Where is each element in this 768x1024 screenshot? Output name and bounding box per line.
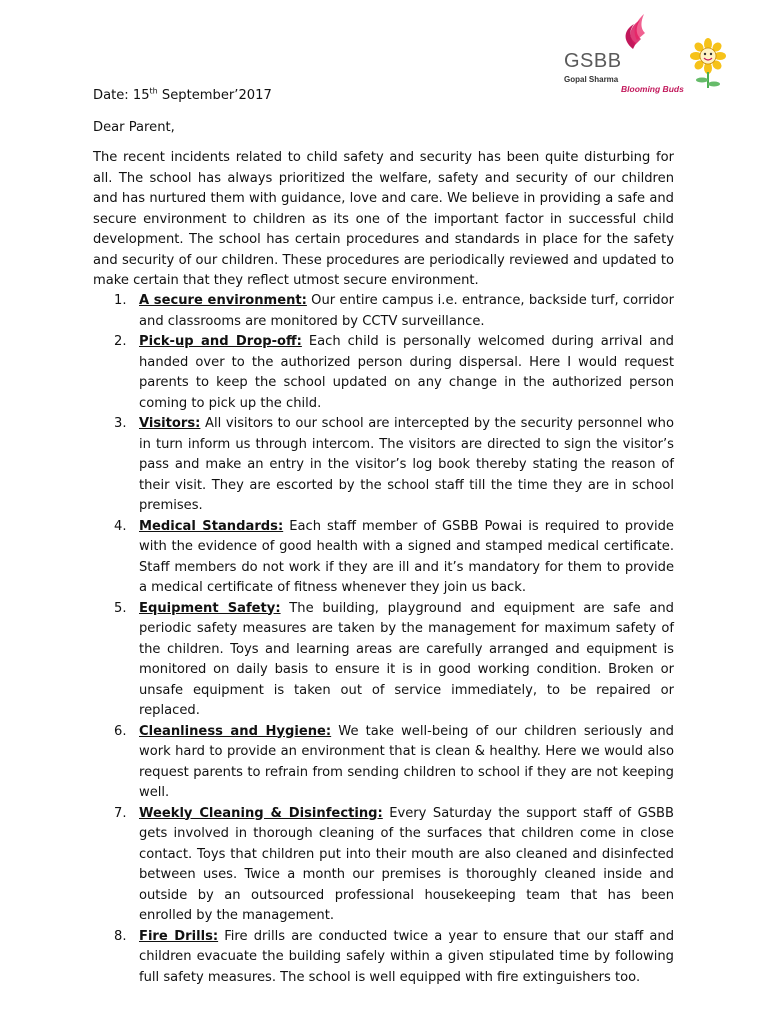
list-item [93,927,674,989]
item-number: 8. [114,928,127,944]
item-number: 6. [114,723,127,739]
item-text: Fire drills are conducted twice a year to ensure that our staff and children evacuate the building safely within a given stipulated time by following full safety measures. The school is well equipped with fire extinguishers too. [139,928,675,985]
item-number: 3. [114,416,127,431]
school-logo [560,12,740,94]
item-heading: A secure environment: [139,293,307,308]
item-number: 5. [114,600,127,616]
item-heading: Weekly Cleaning & Disinfecting: [139,805,383,821]
list-item [93,722,674,804]
flame-swirl-icon [618,12,648,50]
list-item [93,414,674,517]
item-number: 7. [114,805,127,821]
item-heading: Medical Standards: [139,518,284,534]
item-text: Every Saturday the support staff of GSBB gets involved in thorough cleaning of the surfaces that children come in close contact. Toys that children put into their mouth are also cleaned and disinfected between uses. Twice a month our premises is thoroughly cleaned inside and outside by an outsourced professional housekeeping team that has been enrolled by the management. [139,805,675,923]
item-text: The building, playground and equipment are safe and periodic safety measures are taken by the management for maximum safety of the children. Toys and learning areas are carefully arranged and equipment is monitored on daily basis to ensure it is in good working condition. Broken or unsafe equipment is taken out of service immediately, to be repaired or replaced. [139,600,674,718]
intro-paragraph: The recent incidents related to child safety and security has been quite disturbing for all. The school has always prioritized the welfare, safety and security of our children and has nurtured them with guidance, love and care. We believe in providing a safe and secure environment to children as its one of the important factor in successful child development. The school has certain procedures and standards in place for the safety and security of our children. These procedures are periodically reviewed and updated to make certain that they reflect utmost secure environment. [93,150,674,288]
logo-name: GSBB [564,50,622,72]
safety-measures-list [93,291,674,988]
item-text: We take well-being of our children seriously and work hard to provide an environment that is clean & healthy. Here we would also request parents to refrain from sending children to school if they are not keeping well. [139,723,674,800]
list-item [93,291,674,332]
list-item [93,332,674,414]
greeting: Dear Parent, [93,120,175,135]
letter-date: Date: 15th September’2017 [93,86,272,103]
item-text: All visitors to our school are intercepted by the security personnel who in turn inform us through intercom. The visitors are directed to sign the visitor’s pass and make an entry in the visitor’s log book thereby stating the reason of their visit. They are escorted by the school staff till the time they are in school premises. [139,416,674,513]
sunflower-mascot-icon [688,38,728,90]
logo-subtitle: Gopal Sharma [564,75,619,84]
item-text: Each child is personally welcomed during arrival and handed over to the authorized person during dispersal. Here I would request parents to keep the school updated on any change in the authorized person coming to pick up the child. [139,334,674,411]
list-item [93,804,674,927]
item-number: 1. [114,293,127,308]
item-heading: Cleanliness and Hygiene: [139,723,332,739]
item-number: 2. [114,334,127,349]
logo-tagline: Blooming Buds [621,84,684,94]
item-heading: Visitors: [139,416,201,431]
item-heading: Equipment Safety: [139,600,281,616]
item-number: 4. [114,518,127,534]
list-item [93,517,674,599]
item-heading: Pick-up and Drop-off: [139,334,302,349]
item-text: Each staff member of GSBB Powai is required to provide with the evidence of good health with a signed and stamped medical certificate. Staff members do not work if they are ill and it’s mandatory for them to provide a medical certificate of fitness whenever they join us back. [139,518,674,595]
item-heading: Fire Drills: [139,928,219,944]
item-text: Our entire campus i.e. entrance, backside turf, corridor and classrooms are monitored by CCTV surveillance. [139,293,674,329]
list-item [93,599,674,722]
